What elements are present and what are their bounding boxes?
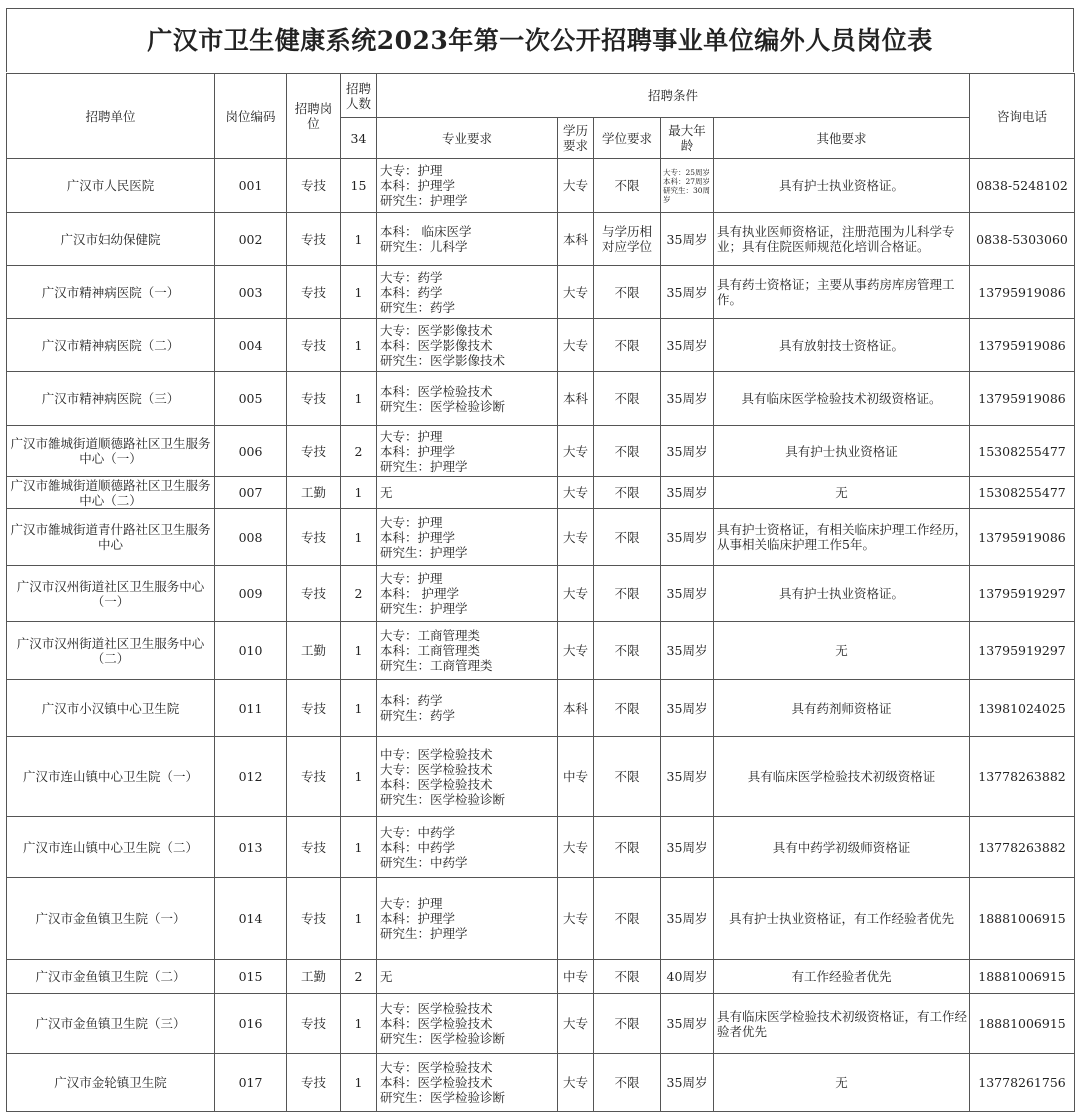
job-table xyxy=(6,73,1075,1112)
header-total: 34 xyxy=(341,118,377,159)
cell-degree: 不限 xyxy=(594,319,661,372)
cell-age: 35周岁 xyxy=(661,680,714,737)
cell-count: 1 xyxy=(341,477,377,509)
cell-count: 1 xyxy=(341,213,377,266)
cell-major xyxy=(377,994,558,1054)
cell-other: 具有放射技士资格证。 xyxy=(714,319,970,372)
cell-unit: 广汉市汉州街道社区卫生服务中心（二） xyxy=(7,622,215,680)
cell-phone: 13795919086 xyxy=(970,319,1075,372)
cell-degree: 不限 xyxy=(594,509,661,566)
major-line: 研究生：护理学 xyxy=(380,193,468,208)
cell-post: 工勤 xyxy=(287,622,341,680)
major-line: 本科：医学影像技术 xyxy=(380,337,493,353)
cell-age xyxy=(661,159,714,213)
cell-phone: 15308255477 xyxy=(970,477,1075,509)
table-row xyxy=(7,213,1075,266)
cell-post: 专技 xyxy=(287,737,341,817)
age-line: 大专：25周岁 xyxy=(663,167,711,177)
major-line: 研究生：医学检验诊断 xyxy=(380,1031,506,1046)
header-post: 招聘岗位 xyxy=(287,74,341,159)
cell-age: 35周岁 xyxy=(661,737,714,817)
cell-degree: 不限 xyxy=(594,477,661,509)
cell-post: 专技 xyxy=(287,994,341,1054)
major-line: 本科：护理学 xyxy=(380,911,456,926)
cell-post: 专技 xyxy=(287,509,341,566)
cell-unit: 广汉市雒城街道顺德路社区卫生服务中心（一） xyxy=(7,426,215,477)
major-line: 本科：医学检验技术 xyxy=(380,383,493,399)
cell-major xyxy=(377,817,558,878)
cell-count: 1 xyxy=(341,817,377,878)
cell-other: 具有临床医学检验技术初级资格证，有工作经验者优先 xyxy=(714,994,970,1054)
cell-other: 具有临床医学检验技术初级资格证。 xyxy=(714,372,970,426)
major-line: 研究生：护理学 xyxy=(380,544,468,560)
major-line: 研究生：药学 xyxy=(380,708,456,723)
cell-edu: 大专 xyxy=(558,266,594,319)
cell-age: 35周岁 xyxy=(661,817,714,878)
cell-major xyxy=(377,319,558,372)
major-line: 大专：护理 xyxy=(380,571,443,586)
table-row xyxy=(7,426,1075,477)
cell-unit: 广汉市雒城街道顺德路社区卫生服务中心（二） xyxy=(7,477,215,509)
cell-major xyxy=(377,213,558,266)
cell-other: 无 xyxy=(714,622,970,680)
table-row xyxy=(7,680,1075,737)
cell-degree: 不限 xyxy=(594,994,661,1054)
major-line: 研究生：医学检验诊断 xyxy=(380,1090,506,1105)
cell-code: 013 xyxy=(215,817,287,878)
cell-count: 1 xyxy=(341,680,377,737)
cell-edu: 中专 xyxy=(558,737,594,817)
table-row xyxy=(7,737,1075,817)
cell-code: 010 xyxy=(215,622,287,680)
major-line: 大专：医学影像技术 xyxy=(380,322,493,338)
cell-degree: 与学历相对应学位 xyxy=(594,213,661,266)
cell-unit: 广汉市金鱼镇卫生院（三） xyxy=(7,994,215,1054)
cell-unit: 广汉市连山镇中心卫生院（二） xyxy=(7,817,215,878)
major-line: 大专：医学检验技术 xyxy=(380,1060,493,1075)
table-row xyxy=(7,319,1075,372)
table-body xyxy=(7,159,1075,1112)
cell-other: 具有护士执业资格证，有工作经验者优先 xyxy=(714,878,970,960)
major-line: 研究生：医学检验诊断 xyxy=(380,791,506,807)
cell-major xyxy=(377,509,558,566)
cell-age: 35周岁 xyxy=(661,319,714,372)
header-unit: 招聘单位 xyxy=(7,74,215,159)
major-line: 本科：护理学 xyxy=(380,178,456,193)
cell-post: 专技 xyxy=(287,426,341,477)
cell-count: 1 xyxy=(341,372,377,426)
cell-unit: 广汉市妇幼保健院 xyxy=(7,213,215,266)
cell-phone: 18881006915 xyxy=(970,994,1075,1054)
major-line: 研究生：医学影像技术 xyxy=(380,352,506,368)
cell-age: 35周岁 xyxy=(661,1054,714,1112)
cell-post: 工勤 xyxy=(287,477,341,509)
cell-degree: 不限 xyxy=(594,372,661,426)
major-line: 研究生：儿科学 xyxy=(380,239,468,254)
cell-code: 009 xyxy=(215,566,287,622)
cell-other: 具有执业医师资格证，注册范围为儿科学专业；具有住院医师规范化培训合格证。 xyxy=(714,213,970,266)
cell-count: 1 xyxy=(341,994,377,1054)
major-line: 大专：护理 xyxy=(380,163,443,178)
cell-major xyxy=(377,566,558,622)
cell-major xyxy=(377,477,558,509)
cell-post: 专技 xyxy=(287,1054,341,1112)
major-line: 本科：中药学 xyxy=(380,839,456,855)
cell-other: 具有中药学初级师资格证 xyxy=(714,817,970,878)
cell-count: 1 xyxy=(341,622,377,680)
cell-major xyxy=(377,372,558,426)
cell-degree: 不限 xyxy=(594,566,661,622)
table-row xyxy=(7,266,1075,319)
cell-degree: 不限 xyxy=(594,680,661,737)
table-row xyxy=(7,817,1075,878)
cell-age: 35周岁 xyxy=(661,994,714,1054)
cell-edu: 大专 xyxy=(558,622,594,680)
cell-code: 005 xyxy=(215,372,287,426)
cell-count: 1 xyxy=(341,319,377,372)
cell-degree: 不限 xyxy=(594,878,661,960)
major-line: 无 xyxy=(380,485,393,500)
cell-major xyxy=(377,960,558,994)
cell-unit: 广汉市人民医院 xyxy=(7,159,215,213)
cell-phone: 0838-5248102 xyxy=(970,159,1075,213)
cell-edu: 大专 xyxy=(558,319,594,372)
cell-age: 35周岁 xyxy=(661,566,714,622)
page-title: 广汉市卫生健康系统2023年第一次公开招聘事业单位编外人员岗位表 xyxy=(6,8,1074,72)
cell-age: 35周岁 xyxy=(661,509,714,566)
cell-count: 1 xyxy=(341,878,377,960)
major-line: 本科： 临床医学 xyxy=(380,224,472,239)
cell-other: 具有护士执业资格证。 xyxy=(714,159,970,213)
age-line: 本科：27周岁 xyxy=(663,176,711,186)
cell-post: 专技 xyxy=(287,878,341,960)
major-line: 研究生：护理学 xyxy=(380,601,468,616)
cell-edu: 大专 xyxy=(558,509,594,566)
cell-degree: 不限 xyxy=(594,737,661,817)
cell-post: 专技 xyxy=(287,159,341,213)
cell-edu: 中专 xyxy=(558,960,594,994)
major-line: 研究生：工商管理类 xyxy=(380,658,493,673)
cell-count: 1 xyxy=(341,509,377,566)
major-line: 研究生：护理学 xyxy=(380,926,468,941)
cell-edu: 大专 xyxy=(558,994,594,1054)
cell-major xyxy=(377,159,558,213)
cell-phone: 13778261756 xyxy=(970,1054,1075,1112)
cell-edu: 大专 xyxy=(558,566,594,622)
cell-age: 40周岁 xyxy=(661,960,714,994)
major-line: 研究生：医学检验诊断 xyxy=(380,398,506,414)
cell-phone: 0838-5303060 xyxy=(970,213,1075,266)
cell-edu: 本科 xyxy=(558,213,594,266)
cell-count: 1 xyxy=(341,737,377,817)
cell-code: 007 xyxy=(215,477,287,509)
table-row xyxy=(7,960,1075,994)
major-line: 无 xyxy=(380,969,393,984)
cell-major xyxy=(377,737,558,817)
cell-unit: 广汉市金鱼镇卫生院（一） xyxy=(7,878,215,960)
table-row xyxy=(7,509,1075,566)
cell-phone: 13795919086 xyxy=(970,266,1075,319)
cell-degree: 不限 xyxy=(594,266,661,319)
cell-degree: 不限 xyxy=(594,1054,661,1112)
cell-edu: 大专 xyxy=(558,159,594,213)
major-line: 研究生：药学 xyxy=(380,299,456,315)
cell-unit: 广汉市精神病医院（二） xyxy=(7,319,215,372)
table-row xyxy=(7,372,1075,426)
cell-major xyxy=(377,426,558,477)
major-line: 大专：药学 xyxy=(380,269,443,285)
cell-degree: 不限 xyxy=(594,426,661,477)
cell-count: 2 xyxy=(341,566,377,622)
table-row xyxy=(7,477,1075,509)
header-phone: 咨询电话 xyxy=(970,74,1075,159)
cell-phone: 18881006915 xyxy=(970,878,1075,960)
cell-code: 015 xyxy=(215,960,287,994)
major-line: 本科：护理学 xyxy=(380,443,456,459)
table-row xyxy=(7,159,1075,213)
cell-edu: 大专 xyxy=(558,817,594,878)
cell-code: 008 xyxy=(215,509,287,566)
cell-edu: 本科 xyxy=(558,372,594,426)
cell-post: 专技 xyxy=(287,680,341,737)
cell-code: 006 xyxy=(215,426,287,477)
cell-unit: 广汉市小汉镇中心卫生院 xyxy=(7,680,215,737)
cell-age: 35周岁 xyxy=(661,878,714,960)
cell-unit: 广汉市汉州街道社区卫生服务中心（一） xyxy=(7,566,215,622)
cell-code: 001 xyxy=(215,159,287,213)
cell-code: 012 xyxy=(215,737,287,817)
cell-phone: 13795919086 xyxy=(970,509,1075,566)
cell-post: 工勤 xyxy=(287,960,341,994)
age-line: 研究生：30周岁 xyxy=(663,185,711,204)
cell-code: 017 xyxy=(215,1054,287,1112)
major-line: 大专：医学检验技术 xyxy=(380,761,493,777)
major-line: 本科：工商管理类 xyxy=(380,643,481,658)
major-line: 本科：护理学 xyxy=(380,529,456,545)
cell-code: 002 xyxy=(215,213,287,266)
major-line: 大专：护理 xyxy=(380,896,443,911)
table-row xyxy=(7,994,1075,1054)
header-code: 岗位编码 xyxy=(215,74,287,159)
cell-age: 35周岁 xyxy=(661,477,714,509)
cell-other: 无 xyxy=(714,477,970,509)
cell-edu: 大专 xyxy=(558,1054,594,1112)
cell-degree: 不限 xyxy=(594,159,661,213)
cell-post: 专技 xyxy=(287,566,341,622)
table-row xyxy=(7,878,1075,960)
cell-degree: 不限 xyxy=(594,960,661,994)
cell-count: 15 xyxy=(341,159,377,213)
cell-major xyxy=(377,878,558,960)
header-edu: 学历要求 xyxy=(558,118,594,159)
cell-edu: 大专 xyxy=(558,878,594,960)
major-line: 大专：中药学 xyxy=(380,824,456,840)
cell-unit: 广汉市金鱼镇卫生院（二） xyxy=(7,960,215,994)
header-degree: 学位要求 xyxy=(594,118,661,159)
table-row xyxy=(7,1054,1075,1112)
major-line: 研究生：中药学 xyxy=(380,854,468,870)
cell-code: 003 xyxy=(215,266,287,319)
table-row xyxy=(7,566,1075,622)
cell-age: 35周岁 xyxy=(661,266,714,319)
major-line: 本科：药学 xyxy=(380,693,443,708)
cell-other: 具有护士资格证，有相关临床护理工作经历，从事相关临床护理工作5年。 xyxy=(714,509,970,566)
cell-phone: 13795919086 xyxy=(970,372,1075,426)
cell-post: 专技 xyxy=(287,213,341,266)
cell-degree: 不限 xyxy=(594,622,661,680)
cell-major xyxy=(377,1054,558,1112)
major-line: 本科： 护理学 xyxy=(380,586,459,601)
cell-age: 35周岁 xyxy=(661,372,714,426)
cell-edu: 大专 xyxy=(558,477,594,509)
header-age: 最大年龄 xyxy=(661,118,714,159)
cell-phone: 15308255477 xyxy=(970,426,1075,477)
major-line: 大专：护理 xyxy=(380,428,443,444)
table-row xyxy=(7,622,1075,680)
cell-unit: 广汉市雒城街道青什路社区卫生服务中心 xyxy=(7,509,215,566)
cell-other: 具有护士执业资格证 xyxy=(714,426,970,477)
cell-other: 具有药剂师资格证 xyxy=(714,680,970,737)
major-line: 本科：药学 xyxy=(380,284,443,300)
cell-unit: 广汉市精神病医院（三） xyxy=(7,372,215,426)
cell-unit: 广汉市金轮镇卫生院 xyxy=(7,1054,215,1112)
cell-unit: 广汉市精神病医院（一） xyxy=(7,266,215,319)
major-line: 中专：医学检验技术 xyxy=(380,746,493,762)
cell-code: 016 xyxy=(215,994,287,1054)
cell-edu: 大专 xyxy=(558,426,594,477)
cell-major xyxy=(377,680,558,737)
cell-other: 具有药士资格证；主要从事药房库房管理工作。 xyxy=(714,266,970,319)
cell-code: 014 xyxy=(215,878,287,960)
cell-phone: 13778263882 xyxy=(970,737,1075,817)
cell-post: 专技 xyxy=(287,372,341,426)
cell-phone: 13981024025 xyxy=(970,680,1075,737)
cell-post: 专技 xyxy=(287,817,341,878)
cell-count: 2 xyxy=(341,426,377,477)
major-line: 大专：护理 xyxy=(380,514,443,530)
cell-post: 专技 xyxy=(287,266,341,319)
cell-degree: 不限 xyxy=(594,817,661,878)
cell-phone: 13795919297 xyxy=(970,566,1075,622)
cell-count: 2 xyxy=(341,960,377,994)
header-major: 专业要求 xyxy=(377,118,558,159)
cell-post: 专技 xyxy=(287,319,341,372)
cell-count: 1 xyxy=(341,266,377,319)
cell-phone: 18881006915 xyxy=(970,960,1075,994)
major-line: 大专：工商管理类 xyxy=(380,628,481,643)
major-line: 本科：医学检验技术 xyxy=(380,1016,493,1031)
cell-phone: 13778263882 xyxy=(970,817,1075,878)
cell-age: 35周岁 xyxy=(661,622,714,680)
cell-unit: 广汉市连山镇中心卫生院（一） xyxy=(7,737,215,817)
major-line: 本科：医学检验技术 xyxy=(380,776,493,792)
major-line: 研究生：护理学 xyxy=(380,458,468,474)
header-conditions: 招聘条件 xyxy=(377,74,970,118)
cell-edu: 本科 xyxy=(558,680,594,737)
cell-other: 具有临床医学检验技术初级资格证 xyxy=(714,737,970,817)
major-line: 大专：医学检验技术 xyxy=(380,1001,493,1016)
cell-age: 35周岁 xyxy=(661,426,714,477)
cell-age: 35周岁 xyxy=(661,213,714,266)
cell-major xyxy=(377,266,558,319)
cell-count: 1 xyxy=(341,1054,377,1112)
cell-other: 具有护士执业资格证。 xyxy=(714,566,970,622)
cell-other: 无 xyxy=(714,1054,970,1112)
header-other: 其他要求 xyxy=(714,118,970,159)
cell-phone: 13795919297 xyxy=(970,622,1075,680)
cell-major xyxy=(377,622,558,680)
major-line: 本科：医学检验技术 xyxy=(380,1075,493,1090)
cell-code: 011 xyxy=(215,680,287,737)
cell-other: 有工作经验者优先 xyxy=(714,960,970,994)
header-count: 招聘人数 xyxy=(341,74,377,118)
cell-code: 004 xyxy=(215,319,287,372)
